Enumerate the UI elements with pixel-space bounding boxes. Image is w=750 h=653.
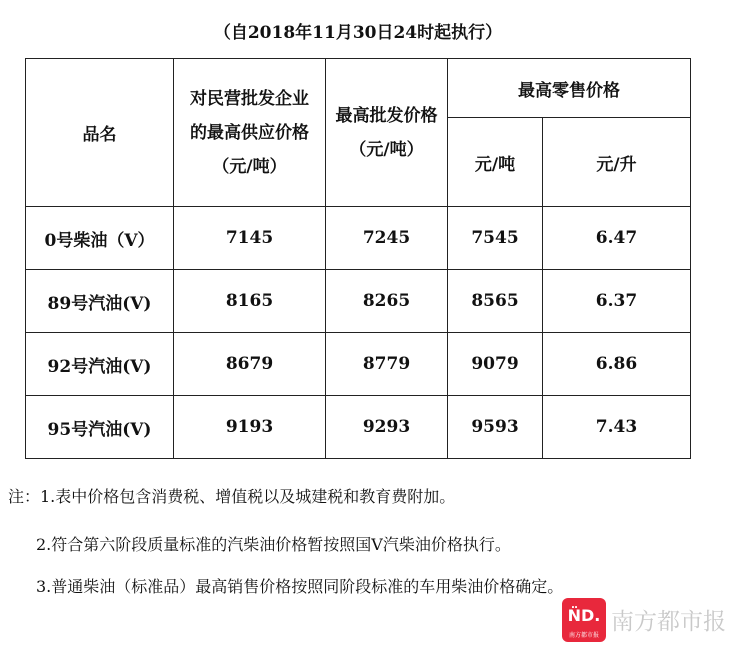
retail-liter-cell: 6.37 xyxy=(543,270,691,333)
header-retail-price xyxy=(448,59,691,118)
retail-liter-cell: 6.47 xyxy=(543,207,691,270)
supply-price-cell: 9193 xyxy=(174,396,326,459)
wholesale-price-cell: 8779 xyxy=(326,333,448,396)
product-name-cell: 92号汽油(Ⅴ) xyxy=(26,333,174,396)
effective-date-caption: （自2018年11月30日24时起执行） xyxy=(213,23,503,43)
table-row xyxy=(26,396,691,459)
retail-ton-cell: 8565 xyxy=(448,270,543,333)
header-supply-line-1: 对民营批发企业 xyxy=(190,88,309,109)
header-supply-price xyxy=(174,59,326,207)
note-3: 3.普通柴油（标准品）最高销售价格按照同阶段标准的车用柴油价格确定。 xyxy=(36,577,564,596)
header-row-top xyxy=(26,59,691,118)
retail-liter-cell: 7.43 xyxy=(543,396,691,459)
retail-ton-cell: 9079 xyxy=(448,333,543,396)
retail-ton-cell: 9593 xyxy=(448,396,543,459)
header-retail-liter-text: 元/升 xyxy=(596,154,637,175)
product-name-cell: 0号柴油（Ⅴ） xyxy=(26,207,174,270)
header-retail-price-text: 最高零售价格 xyxy=(518,80,620,101)
header-retail-ton xyxy=(448,118,543,207)
fuel-price-table xyxy=(25,58,691,459)
header-retail-ton-text: 元/吨 xyxy=(474,154,516,175)
header-wholesale-line-1: 最高批发价格 xyxy=(335,105,438,126)
product-name-cell: 95号汽油(Ⅴ) xyxy=(26,396,174,459)
supply-price-cell: 8679 xyxy=(174,333,326,396)
retail-liter-cell: 6.86 xyxy=(543,333,691,396)
table-row xyxy=(26,333,691,396)
header-retail-liter xyxy=(543,118,691,207)
supply-price-cell: 8165 xyxy=(174,270,326,333)
wholesale-price-cell: 8265 xyxy=(326,270,448,333)
logo-mark-text: N̈D. xyxy=(567,606,601,625)
note-2: 2.符合第六阶段质量标准的汽柴油价格暂按照国Ⅴ汽柴油价格执行。 xyxy=(36,535,511,554)
header-product-name xyxy=(26,59,174,207)
retail-ton-cell: 7545 xyxy=(448,207,543,270)
header-wholesale-line-2: （元/吨） xyxy=(349,139,424,160)
table-row xyxy=(26,207,691,270)
product-name-cell: 89号汽油(Ⅴ) xyxy=(26,270,174,333)
wholesale-price-cell: 7245 xyxy=(326,207,448,270)
header-supply-line-2: 的最高供应价格 xyxy=(190,122,309,143)
newspaper-brand-watermark: 南方都市报 xyxy=(611,609,726,635)
table-row xyxy=(26,270,691,333)
newspaper-logo-icon xyxy=(562,598,606,642)
note-1: 注：1.表中价格包含消费税、增值税以及城建税和教育费附加。 xyxy=(8,487,456,506)
wholesale-price-cell: 9293 xyxy=(326,396,448,459)
header-supply-line-3: （元/吨） xyxy=(212,156,287,177)
header-product-name-text: 品名 xyxy=(82,125,117,145)
header-wholesale-price xyxy=(326,59,448,207)
logo-small-text: 南方都市报 xyxy=(568,632,599,639)
supply-price-cell: 7145 xyxy=(174,207,326,270)
